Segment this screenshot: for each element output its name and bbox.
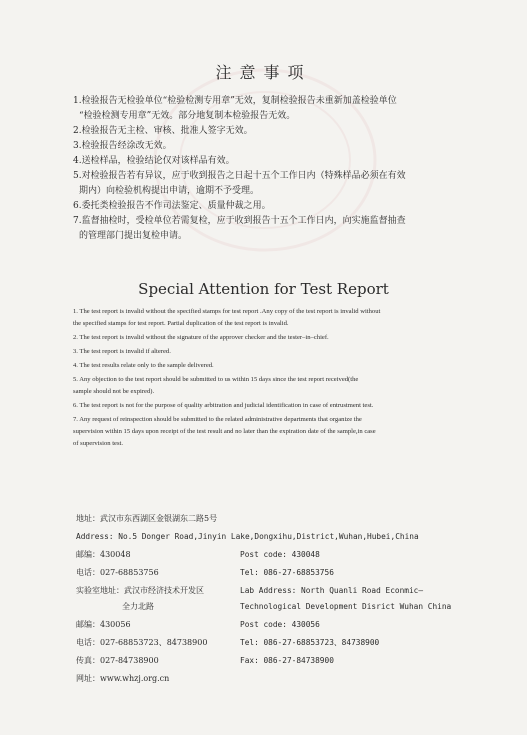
cn-item: 5.对检验报告若有异议，应于收到报告之日起十五个工作日内（特殊样品必须在有效 期内）向检验机构提出申请，逾期不予受理。 <box>73 171 406 196</box>
lab-address-en: Lab Address: North Quanli Road Econmic– <box>240 586 424 595</box>
en-item: 5. Any objection to the test report should be submitted to us within 15 days since the test report received(the sample should not be expired). <box>73 376 359 395</box>
en-item: 6. The test report is not for the purpose of quality arbitration and judicial identification in case of entrustment test. <box>73 402 374 409</box>
cn-item: 2.检验报告无主检、审核、批准人签字无效。 <box>73 126 253 136</box>
cn-item: 4.送检样品，检验结论仅对该样品有效。 <box>73 156 235 166</box>
fax-en: Fax: 086-27-84738900 <box>240 656 334 665</box>
lab-address-cn-cont: 全力北路 <box>122 602 154 611</box>
en-item: 1. The test report is invalid without the specified stamps for test report .Any copy of the test report is invalid without the specified stamps for test report. Partial duplication of the test report is invalid. <box>73 308 381 327</box>
lab-tel-cn: 电话：027-68853723、84738900 <box>76 638 208 647</box>
lab-address-cn: 实验室地址：武汉市经济技术开发区 <box>76 586 204 595</box>
cn-title: 注意事项 <box>215 63 312 82</box>
en-notice-list <box>73 306 493 450</box>
address-cn: 地址：武汉市东西湖区金银湖东二路5号 <box>76 514 218 523</box>
cn-notice-list <box>73 94 493 244</box>
fax-cn: 传真：027-84738900 <box>76 656 159 665</box>
postcode-en: Post code: 430048 <box>240 550 320 559</box>
website: 网址：www.whzj.org.cn <box>76 674 170 683</box>
en-title: Special Attention for Test Report <box>138 280 389 298</box>
en-item: 2. The test report is invalid without the signature of the approver checker and the tester–in–chief. <box>73 334 329 341</box>
en-item: 3. The test report is invalid if altered. <box>73 348 171 355</box>
postcode-cn: 邮编：430048 <box>76 550 131 559</box>
lab-tel-en: Tel: 086-27-68853723、84738900 <box>240 638 380 647</box>
tel-en: Tel: 086-27-68853756 <box>240 568 334 577</box>
lab-postcode-en: Post code: 430056 <box>240 620 320 629</box>
en-item: 7. Any request of reinspection should be submitted to the related administrative departments that organize the supervision within 15 days upon receipt of the test result and no later than the expiration date of the sample,in case of supervision test. <box>73 416 376 447</box>
address-en: Address: No.5 Donger Road,Jinyin Lake,Dongxihu,District,Wuhan,Hubei,China <box>76 532 419 541</box>
cn-item: 7.监督抽检时，受检单位若需复检，应于收到报告十五个工作日内，向实施监督抽查 的管理部门提出复检申请。 <box>73 216 406 241</box>
lab-postcode-cn: 邮编：430056 <box>76 620 131 629</box>
cn-item: 1.检验报告无检验单位“检验检测专用章”无效，复制检验报告未重新加盖检验单位 “检验检测专用章”无效。部分地复制本检验报告无效。 <box>73 96 397 121</box>
lab-address-en-cont: Technological Development Disrict Wuhan China <box>240 602 452 611</box>
tel-cn: 电话：027-68853756 <box>76 568 159 577</box>
en-item: 4. The test results relate only to the sample delivered. <box>73 362 214 369</box>
cn-item: 3.检验报告经涂改无效。 <box>73 141 172 151</box>
cn-item: 6.委托类检验报告不作司法鉴定、质量仲裁之用。 <box>73 201 271 211</box>
